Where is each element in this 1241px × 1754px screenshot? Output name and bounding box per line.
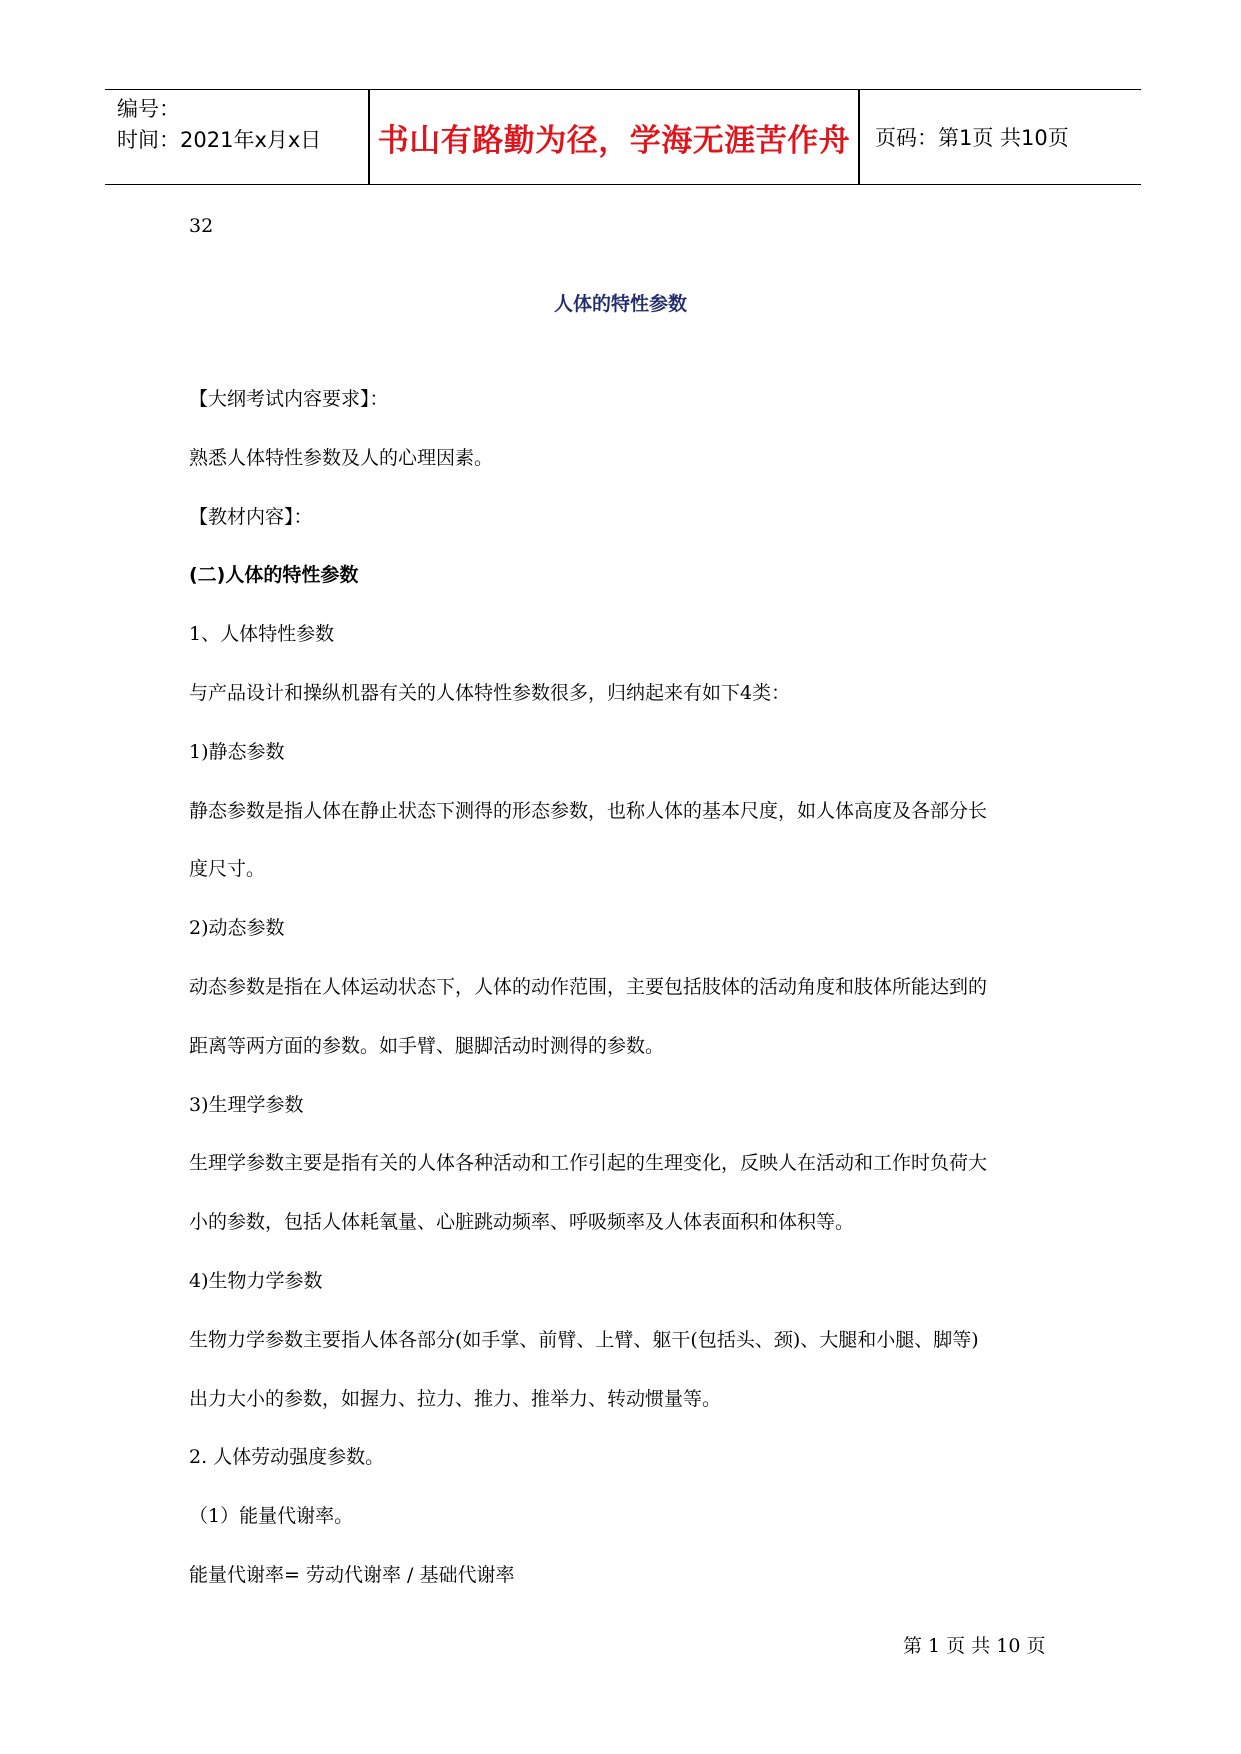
- paragraph: 生物力学参数主要指人体各部分(如手掌、前臂、上臂、躯干(包括头、颈)、大腿和小腿、脚等): [189, 1328, 979, 1351]
- paragraph: 2)动态参数: [189, 917, 285, 940]
- time-label: 时间：2021年x月x日: [117, 128, 322, 152]
- header-divider: [858, 90, 860, 184]
- paragraph: 距离等两方面的参数。如手臂、腿脚活动时测得的参数。: [189, 1034, 665, 1057]
- paragraph: 静态参数是指人体在静止状态下测得的形态参数，也称人体的基本尺度，如人体高度及各部分长: [189, 799, 988, 822]
- header-motto: 书山有路勤为径，学海无涯苦作舟: [377, 122, 851, 159]
- paragraph: （1）能量代谢率。: [189, 1505, 354, 1528]
- number-label: 编号：: [117, 97, 180, 121]
- paragraph: 与产品设计和操纵机器有关的人体特性参数很多，归纳起来有如下4类：: [189, 681, 791, 704]
- page-number-top: 32: [189, 215, 214, 237]
- paragraph: 【大纲考试内容要求】：: [189, 388, 389, 410]
- paragraph: 2. 人体劳动强度参数。: [189, 1446, 385, 1469]
- paragraph: 1)静态参数: [189, 740, 285, 763]
- section-heading: (二)人体的特性参数: [189, 564, 359, 587]
- paragraph: 度尺寸。: [189, 858, 266, 881]
- paragraph: 【教材内容】：: [189, 505, 313, 528]
- paragraph: 1、人体特性参数: [189, 623, 335, 646]
- document-title: 人体的特性参数: [553, 293, 687, 315]
- paragraph: 3)生理学参数: [189, 1093, 304, 1116]
- header-info: [117, 94, 321, 156]
- paragraph: 生理学参数主要是指有关的人体各种活动和工作引起的生理变化，反映人在活动和工作时负荷大: [189, 1152, 988, 1175]
- paragraph: 出力大小的参数，如握力、拉力、推力、推举力、转动惯量等。: [189, 1387, 722, 1410]
- paragraph: 4)生物力学参数: [189, 1269, 323, 1292]
- page-footer: 第 1 页 共 10 页: [903, 1635, 1046, 1657]
- paragraph: 动态参数是指在人体运动状态下，人体的动作范围，主要包括肢体的活动角度和肢体所能达到的: [189, 975, 988, 998]
- document-body: [189, 370, 1069, 1605]
- paragraph: 能量代谢率= 劳动代谢率 / 基础代谢率: [189, 1563, 515, 1586]
- document-header: [105, 89, 1141, 185]
- header-page-code: 页码：第1页 共10页: [875, 126, 1069, 150]
- paragraph: 熟悉人体特性参数及人的心理因素。: [189, 446, 494, 469]
- paragraph: 小的参数，包括人体耗氧量、心脏跳动频率、呼吸频率及人体表面积和体积等。: [189, 1211, 855, 1234]
